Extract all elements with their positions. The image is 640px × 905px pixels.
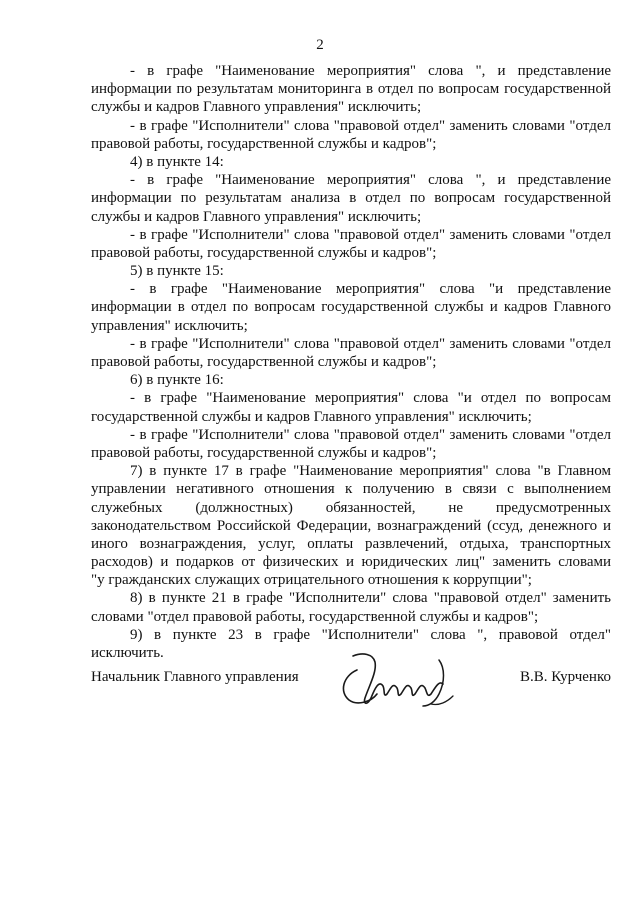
text-line: 9) в пункте 23 в графе "Исполнители" слова ", правовой отдел" xyxy=(130,626,611,643)
text-line: расходов) и подарков от физических и юридических лиц" заменить словами xyxy=(91,554,611,571)
paragraph xyxy=(91,62,611,117)
text-line: "у гражданских служащих отрицательного отношения к коррупции"; xyxy=(91,572,532,589)
text-line: службы и кадров Главного управления" исключить; xyxy=(91,208,422,225)
text-line: - в графе "Наименование мероприятия" слова ", и представление xyxy=(130,63,611,79)
handwritten-signature xyxy=(335,646,465,712)
text-line: - в графе "Наименование мероприятия" слова "и представление xyxy=(130,281,611,298)
paragraph xyxy=(91,117,611,153)
text-line: 8) в пункте 21 в графе "Исполнители" слова "правовой отдел" заменить xyxy=(130,590,611,607)
text-line: 6) в пункте 16: xyxy=(130,372,224,389)
paragraph xyxy=(91,426,611,462)
text-line: - в графе "Наименование мероприятия" слова "и отдел по вопросам xyxy=(130,390,611,407)
paragraph xyxy=(91,153,611,171)
paragraph xyxy=(91,226,611,262)
paragraph xyxy=(91,371,611,389)
text-line: 4) в пункте 14: xyxy=(130,153,224,170)
text-line: правовой работы, государственной службы и кадров"; xyxy=(91,354,437,370)
text-line: иного вознаграждения, услуг, оплаты развлечений, отдыха, транспортных xyxy=(91,535,611,552)
text-line: - в графе "Наименование мероприятия" слова ", и представление xyxy=(130,172,611,189)
text-line: исключить. xyxy=(91,645,164,661)
text-line: - в графе "Исполнители" слова "правовой отдел" заменить словами "отдел xyxy=(130,117,611,134)
document-body xyxy=(91,62,611,662)
text-line: управлении негативного отношения к получению в связи с выполнением xyxy=(91,481,611,498)
paragraph xyxy=(91,280,611,335)
text-line: информации по результатам анализа в отдел по вопросам государственной xyxy=(91,190,611,207)
paragraph xyxy=(91,335,611,371)
signatory-name: В.В. Курченко xyxy=(519,669,611,685)
page-number: 2 xyxy=(316,37,324,53)
text-line: правовой работы, государственной службы и кадров"; xyxy=(91,244,437,261)
paragraph xyxy=(91,589,611,625)
paragraph xyxy=(91,171,611,226)
paragraph xyxy=(91,389,611,425)
text-line: - в графе "Исполнители" слова "правовой отдел" заменить словами "отдел xyxy=(130,226,611,243)
text-line: 7) в пункте 17 в графе "Наименование мероприятия" слова "в Главном xyxy=(130,463,611,480)
text-line: правовой работы, государственной службы и кадров"; xyxy=(91,444,437,461)
text-line: службы и кадров Главного управления" исключить; xyxy=(91,99,422,116)
text-line: информации в отдел по вопросам государственной службы и кадров Главного xyxy=(91,299,611,316)
text-line: законодательством Российской Федерации, вознаграждений (ссуд, денежного и xyxy=(91,517,611,534)
signatory-title: Начальник Главного управления xyxy=(91,669,299,685)
text-line: служебных (должностных) обязанностей, не предусмотренных xyxy=(91,499,611,516)
text-line: словами "отдел правовой работы, государственной службы и кадров"; xyxy=(91,608,539,625)
text-line: - в графе "Исполнители" слова "правовой отдел" заменить словами "отдел xyxy=(130,426,611,443)
text-line: правовой работы, государственной службы и кадров"; xyxy=(91,135,437,152)
paragraph xyxy=(91,462,611,589)
text-line: управления" исключить; xyxy=(91,317,248,334)
text-line: 5) в пункте 15: xyxy=(130,263,224,280)
text-line: - в графе "Исполнители" слова "правовой отдел" заменить словами "отдел xyxy=(130,335,611,352)
text-line: информации по результатам мониторинга в отдел по вопросам государственной xyxy=(91,81,611,98)
paragraph xyxy=(91,262,611,280)
text-line: государственной службы и кадров Главного управления" исключить; xyxy=(91,408,532,425)
